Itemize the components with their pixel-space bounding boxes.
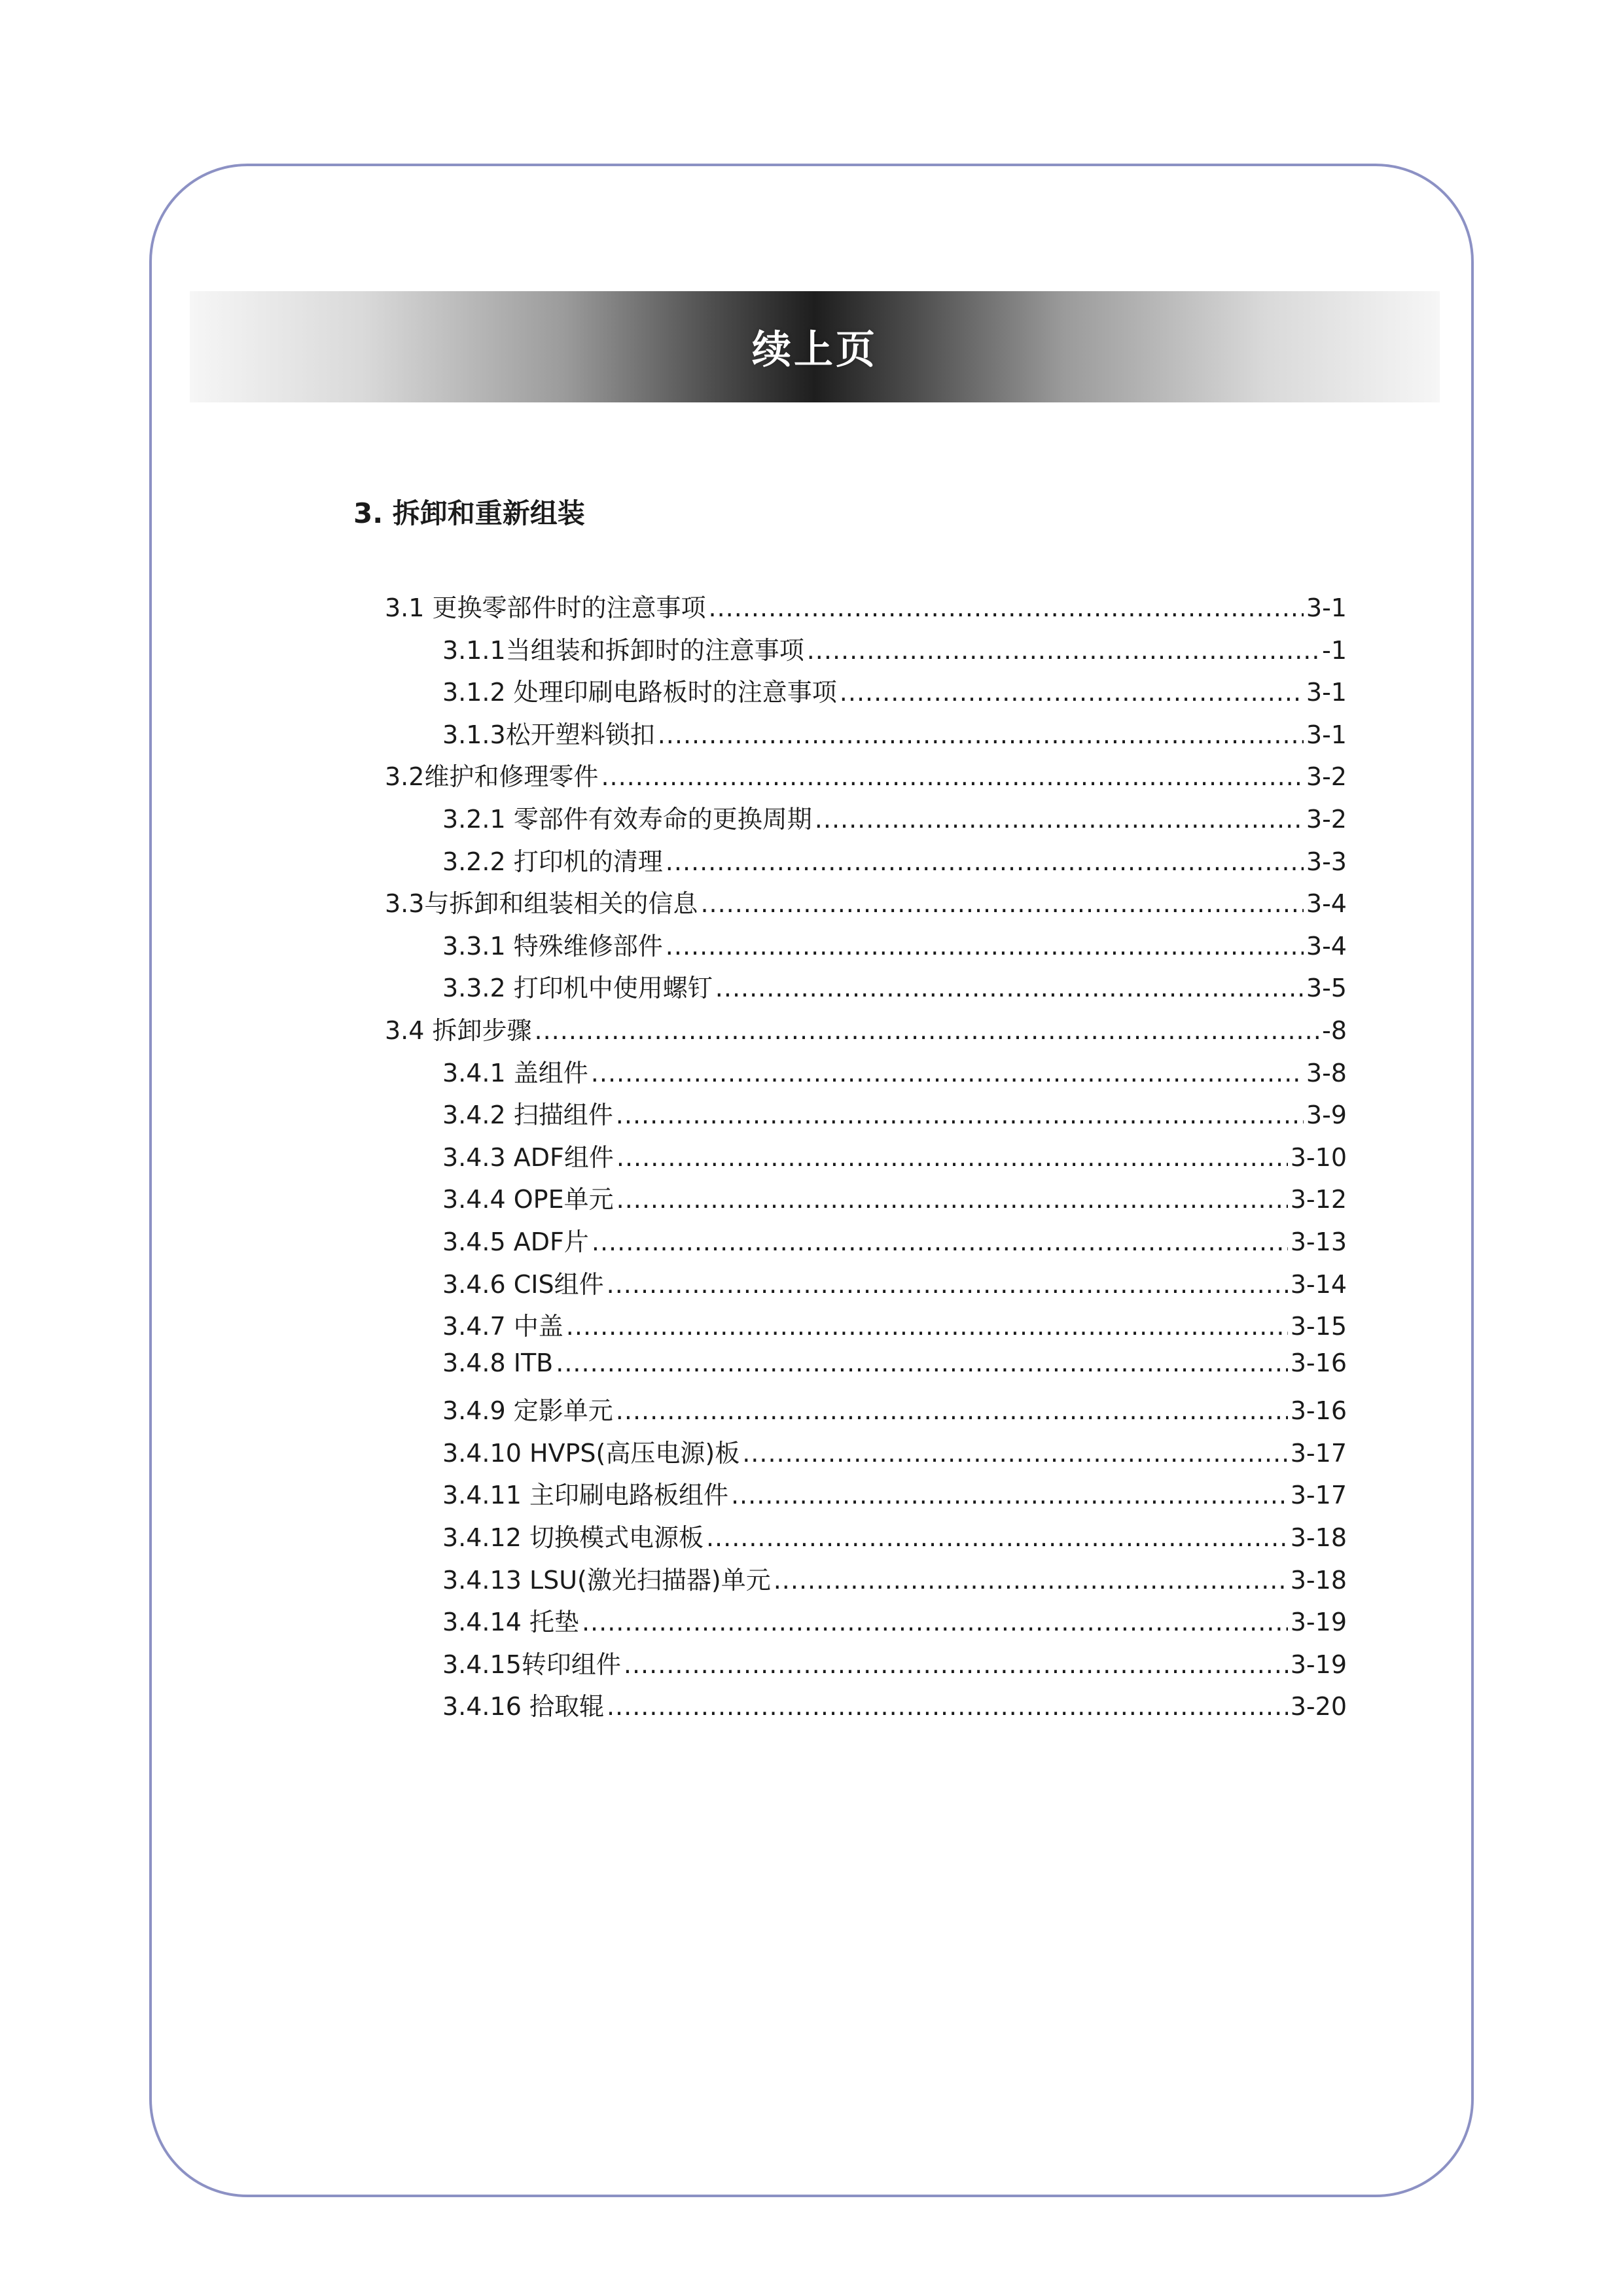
toc-dot-leader <box>556 1349 1287 1377</box>
toc-entry[interactable] <box>385 1686 1347 1729</box>
toc-entry-label: 3.2.1 零部件有效寿命的更换周期 <box>442 804 812 834</box>
toc-entry-page: 3-12 <box>1290 1185 1347 1214</box>
toc-entry[interactable] <box>385 756 1347 799</box>
toc-entry-page: 3-19 <box>1290 1650 1347 1679</box>
toc-entry-label: 3.4.15转印组件 <box>442 1650 621 1679</box>
toc-entry[interactable] <box>385 588 1347 630</box>
toc-entry-label: 3.4.10 HVPS(高压电源)板 <box>442 1438 740 1468</box>
toc-entry[interactable] <box>385 1306 1347 1349</box>
toc-entry-label: 3.2维护和修理零件 <box>385 762 599 792</box>
toc-dot-leader <box>601 762 1303 791</box>
toc-entry-page: -8 <box>1322 1016 1347 1045</box>
toc-entry[interactable] <box>385 1010 1347 1053</box>
toc-entry-page: 3-10 <box>1290 1142 1347 1172</box>
toc-entry-label: 3.4.1 盖组件 <box>442 1058 588 1087</box>
toc-entry-page: 3-16 <box>1290 1396 1347 1426</box>
toc-entry-label: 3.4.9 定影单元 <box>442 1396 613 1426</box>
toc-entry[interactable] <box>385 1433 1347 1475</box>
toc-dot-leader <box>607 1270 1288 1299</box>
toc-entry-page: 3-17 <box>1290 1481 1347 1510</box>
toc-entry-page: 3-4 <box>1306 931 1347 961</box>
toc-entry[interactable] <box>385 1517 1347 1560</box>
toc-entry[interactable] <box>385 968 1347 1010</box>
toc-entry-label: 3.4.14 托垫 <box>442 1608 579 1637</box>
toc-entry[interactable] <box>385 883 1347 926</box>
toc-entry-label: 3.2.2 打印机的清理 <box>442 847 663 876</box>
toc-dot-leader <box>840 678 1304 707</box>
table-of-contents <box>385 588 1347 1729</box>
toc-entry[interactable] <box>385 1644 1347 1687</box>
toc-entry[interactable] <box>385 1095 1347 1137</box>
toc-dot-leader <box>591 1059 1304 1087</box>
toc-entry-label: 3.4.8 ITB <box>442 1348 554 1377</box>
toc-entry-page: 3-16 <box>1290 1348 1347 1377</box>
toc-dot-leader <box>666 847 1304 876</box>
toc-dot-leader <box>566 1312 1288 1341</box>
toc-entry-page: 3-1 <box>1306 678 1347 707</box>
toc-entry-page: 3-3 <box>1306 847 1347 876</box>
toc-entry-page: 3-18 <box>1290 1523 1347 1553</box>
toc-entry-page: 3-20 <box>1290 1692 1347 1722</box>
toc-entry-page: -1 <box>1322 635 1347 665</box>
toc-entry-page: 3-4 <box>1306 889 1347 919</box>
chapter-title: 3. 拆卸和重新组装 <box>353 497 585 529</box>
toc-entry-label: 3.1.2 处理印刷电路板时的注意事项 <box>442 678 837 707</box>
toc-entry-label: 3.3.1 特殊维修部件 <box>442 931 663 961</box>
toc-dot-leader <box>616 1143 1288 1172</box>
toc-entry[interactable] <box>385 841 1347 884</box>
toc-dot-leader <box>815 805 1304 834</box>
toc-entry-page: 3-15 <box>1290 1312 1347 1341</box>
toc-entry-page: 3-13 <box>1290 1227 1347 1256</box>
toc-dot-leader <box>616 1101 1304 1129</box>
toc-dot-leader <box>616 1396 1288 1425</box>
toc-dot-leader <box>607 1692 1288 1721</box>
toc-dot-leader <box>666 932 1304 961</box>
toc-entry-label: 3.4.2 扫描组件 <box>442 1101 613 1130</box>
toc-entry-page: 3-14 <box>1290 1269 1347 1299</box>
toc-entry-label: 3.4.11 主印刷电路板组件 <box>442 1481 728 1510</box>
toc-entry-label: 3.1 更换零部件时的注意事项 <box>385 593 706 622</box>
toc-entry[interactable] <box>385 1053 1347 1095</box>
toc-entry[interactable] <box>385 926 1347 968</box>
toc-dot-leader <box>706 1523 1288 1552</box>
toc-entry-page: 3-19 <box>1290 1608 1347 1637</box>
toc-dot-leader <box>658 720 1304 749</box>
toc-dot-leader <box>774 1566 1288 1595</box>
toc-entry-page: 3-2 <box>1306 804 1347 834</box>
toc-entry-label: 3.3与拆卸和组装相关的信息 <box>385 889 698 919</box>
toc-entry-label: 3.4.13 LSU(激光扫描器)单元 <box>442 1565 771 1595</box>
toc-entry[interactable] <box>385 1222 1347 1264</box>
toc-dot-leader <box>715 974 1304 1002</box>
toc-entry-label: 3.4.5 ADF片 <box>442 1227 589 1256</box>
toc-entry[interactable] <box>385 630 1347 673</box>
toc-dot-leader <box>535 1016 1320 1045</box>
toc-entry-page: 3-9 <box>1306 1101 1347 1130</box>
toc-dot-leader <box>582 1608 1288 1636</box>
toc-entry-page: 3-17 <box>1290 1438 1347 1468</box>
toc-entry-page: 3-1 <box>1306 593 1347 622</box>
toc-entry-label: 3.4.16 拾取辊 <box>442 1692 604 1722</box>
toc-dot-leader <box>592 1227 1288 1256</box>
toc-entry-page: 3-18 <box>1290 1565 1347 1595</box>
toc-entry-label: 3.4.12 切换模式电源板 <box>442 1523 704 1553</box>
toc-entry[interactable] <box>385 1390 1347 1433</box>
toc-entry[interactable] <box>385 672 1347 715</box>
toc-dot-leader <box>731 1481 1288 1510</box>
toc-entry[interactable] <box>385 1179 1347 1222</box>
toc-entry[interactable] <box>385 1349 1347 1391</box>
toc-dot-leader <box>616 1185 1288 1214</box>
toc-entry-page: 3-1 <box>1306 720 1347 749</box>
toc-entry-page: 3-2 <box>1306 762 1347 792</box>
toc-dot-leader <box>807 636 1319 665</box>
toc-entry-label: 3.4 拆卸步骤 <box>385 1016 532 1045</box>
toc-dot-leader <box>742 1439 1288 1468</box>
toc-entry[interactable] <box>385 1475 1347 1517</box>
header-band <box>190 291 1440 402</box>
toc-entry-page: 3-8 <box>1306 1058 1347 1087</box>
toc-entry-label: 3.1.1当组装和拆卸时的注意事项 <box>442 635 804 665</box>
toc-entry-label: 3.4.4 OPE单元 <box>442 1185 614 1214</box>
toc-entry-label: 3.4.6 CIS组件 <box>442 1269 604 1299</box>
toc-dot-leader <box>700 889 1303 918</box>
toc-entry[interactable] <box>385 1137 1347 1180</box>
toc-entry-page: 3-5 <box>1306 974 1347 1003</box>
toc-dot-leader <box>624 1650 1288 1679</box>
header-title: 续上页 <box>752 327 878 373</box>
toc-entry[interactable] <box>385 1560 1347 1602</box>
toc-dot-leader <box>709 593 1304 622</box>
toc-entry[interactable] <box>385 799 1347 841</box>
toc-entry[interactable] <box>385 715 1347 757</box>
toc-entry[interactable] <box>385 1602 1347 1644</box>
toc-entry-label: 3.4.3 ADF组件 <box>442 1142 614 1172</box>
toc-entry[interactable] <box>385 1264 1347 1307</box>
toc-entry-label: 3.1.3松开塑料锁扣 <box>442 720 655 749</box>
toc-entry-label: 3.3.2 打印机中使用螺钉 <box>442 974 713 1003</box>
toc-entry-label: 3.4.7 中盖 <box>442 1312 563 1341</box>
